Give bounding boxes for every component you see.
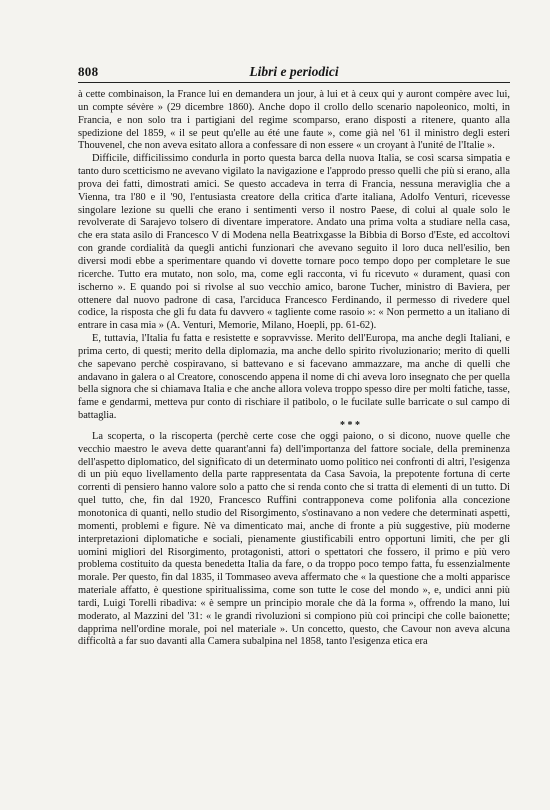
paragraph-3: E, tuttavia, l'Italia fu fatta e resistette e sopravvisse. Merito dell'Europa, ma anche degli Italiani, e prima certo, di questi; merito della diplomazia, ma anche dello spirito rivoluzionario; merito di quelli che sapevano perchè cospiravano, si battevano e si facevano ammazzare, ma anche di quelli che andavano in galera o al Creatore, conoscendo appena il nome di chi aveva loro insegnato che per quella bella signora che si chiamava Italia e che anche allora voleva troppo spesso dire per molti fatiche, tasse, fame e gendarmi, metteva pur conto di rischiare il patibolo, o le fucilate sulle barricate o sul campo di battaglia.: [78, 333, 510, 422]
section-separator: * * *: [340, 419, 360, 431]
running-header: [78, 64, 510, 83]
paragraph-1: à cette combinaison, la France lui en demandera un jour, à lui et à ceux qui y auront compère avec lui, un compte sévère » (29 dicembre 1860). Anche dopo il crollo dello scenario napoleonico, molti, in Francia, e non solo tra i partigiani del regime scomparso, erano disposti a ritenere, quanto alla spedizione del 1859, « il se peut qu'elle au été une faute », come già nel '61 il ministro degli esteri Thouvenel, che non aveva esitato allora a confessare di non essere « un croyant à l'unité de l'Italie ».: [78, 89, 510, 152]
paragraph-2: Difficile, difficilissimo condurla in porto questa barca della nuova Italia, se così scarsa simpatia e tanto duro scetticismo ne avevano vigilato la navigazione e l'approdo presso quelli che più si erano, alla prova dei fatti, dimostrati amici. Se questo accadeva in terra di Francia, nessuna meraviglia che a Vienna, tra l'80 e il '90, l'entusiasta creatore della critica d'arte italiana, Adolfo Venturi, ricevesse singolare lezione su quelli che erano i sentimenti verso il nostro Paese, di colui al quale solo le revolverate di Sarajevo tolsero di diventare imperatore. Andato una prima volta a studiare nella casa, che era stata asilo di Francesco V di Modena nella Beatrixgasse la Bibbia di Borso d'Este, ed accoltovi con grande cordialità da quegli antichi funzionari che avevano seguito il loro duca nell'esilio, ben diversi modi ebbe a sperimentare quando vi dovette tornare poco tempo dopo per completare le sue ricerche. Tutto era mutato, non solo, ma, come egli racconta, vi fu ricevuto « durament, quasi con ischerno ». E quando poi si rivolse al suo vecchio amico, barone Tucher, ministro di Baviera, per ottenere dal nuovo padrone di casa, l'arciduca Francesco Ferdinando, il permesso di rivedere quel codice, la risposta che gli fu data fu davvero « tagliente come rasoio »: « Non permetto a un italiano di entrare in casa mia » (A. Venturi, Memorie, Milano, Hoepli, pp. 61-62).: [78, 153, 510, 332]
book-page: [78, 64, 510, 784]
journal-title: Libri e periodici: [249, 64, 339, 79]
page-number: 808: [78, 64, 99, 79]
article-body: [78, 89, 510, 649]
paragraph-4: La scoperta, o la riscoperta (perchè certe cose che oggi paiono, o si dicono, nuove quelle che vecchio maestro le aveva dette quarant'anni fa) dell'importanza del fattore sociale, della preminenza dell'aspetto diplomatico, del significato di un determinato uomo politico nei confronti di altri, l'esigenza di un più equo livellamento della parte rappresentata da Casa Savoia, la prepotente fortuna di certe correnti di pensiero hanno valore solo a patto che si renda conto che si tratta di elementi di un tutto. Di quel tutto, che, fin dal 1920, Francesco Ruffini contrapponeva come polifonia alla concezione monotonica di quanti, nello studio del Risorgimento, s'ostinavano a non vedere che determinati aspetti, momenti, problemi e figure. Nè va dimenticato mai, anche di fronte a più suggestive, più moderne interpretazioni diplomatiche e sociali, pienamente giustificabili entro opportuni limiti, che per gli uomini migliori del Risorgimento, protagonisti, attori o spettatori che fossero, il primo e più vero problema costituito da questa benedetta Italia da fare, o da troppo poco tempo fatta, fu essenzialmente morale. Per questo, fin dal 1835, il Tommaseo aveva affermato che « la questione che a molti apparisce materiale affatto, è questione spiritualissima, come son tutte le cose del mondo », e, undici anni più tardi, Luigi Torelli ribadiva: « è sempre un principio morale che dà la forma », offrendo la mano, lui moderato, al Mazzini del '31: « le grandi rivoluzioni si compiono più coi principi che colle baionette; dapprima nell'ordine morale, poi nel materiale ». Un concetto, questo, che Cavour non aveva alcuna difficoltà a far suo davanti alla Camera subalpina nel 1858, tanto l'esigenza etica era: [78, 430, 510, 648]
